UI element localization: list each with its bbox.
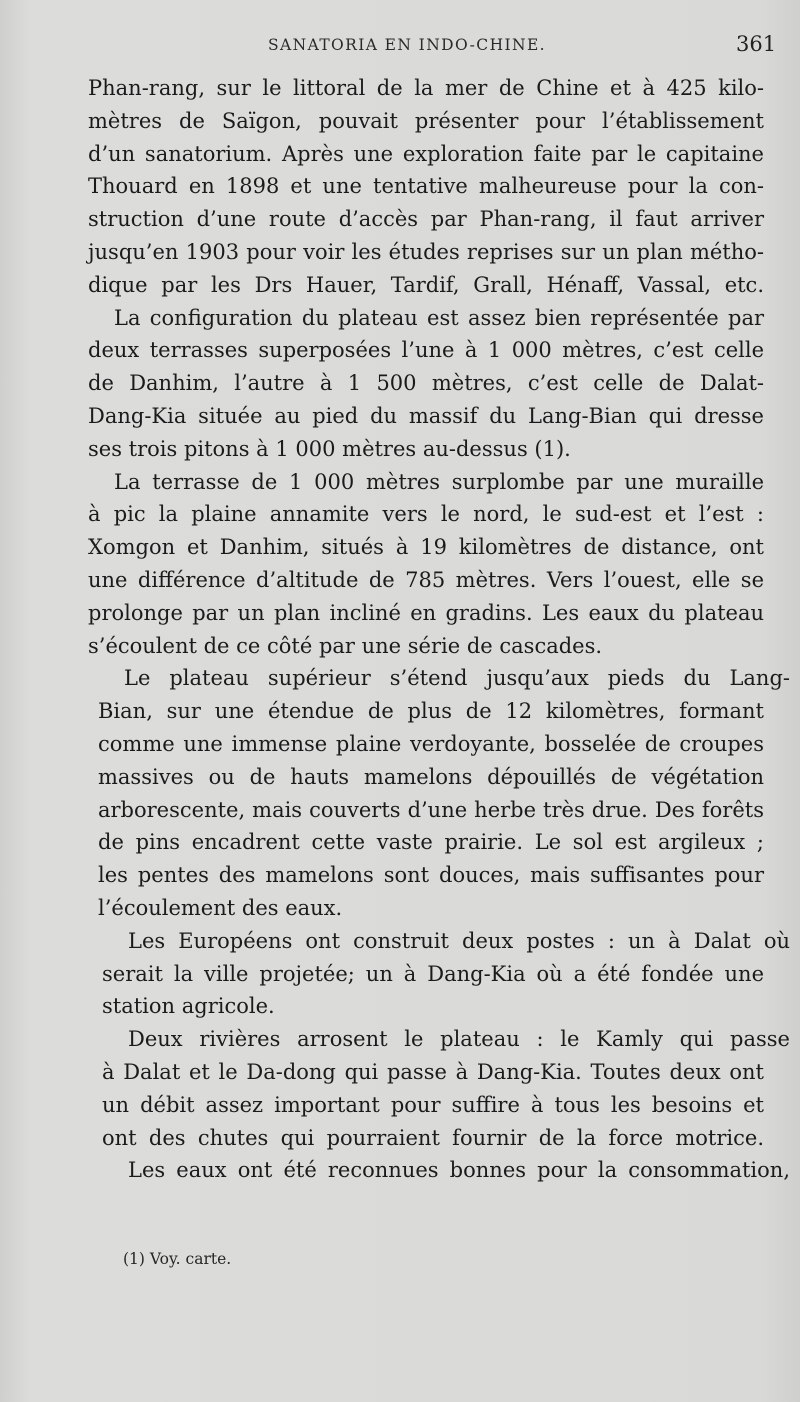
page-number: 361 [736,32,777,56]
text-line: massives ou de hauts mamelons dépouillés de végétation [98,764,764,789]
text-line: comme une immense plaine verdoyante, bosselée de croupes [98,731,764,756]
text-line: d’un sanatorium. Après une exploration faite par le capitaine [88,141,764,166]
text-line: arborescente, mais couverts d’une herbe très drue. Des forêts [98,797,764,822]
text-line: Phan-rang, sur le littoral de la mer de Chine et à 425 kilo- [88,76,764,100]
running-head: SANATORIA EN INDO-CHINE. [268,36,547,54]
text-line: Bian, sur une étendue de plus de 12 kilomètres, formant [98,699,764,724]
text-line: Thouard en 1898 et une tentative malheureuse pour la con- [88,174,764,199]
text-line: deux terrasses superposées l’une à 1 000 mètres, c’est celle [88,338,764,363]
text-line: ses trois pitons à 1 000 mètres au-dessus (1). [88,436,571,461]
text-line: ont des chutes qui pourraient fournir de la force motrice. [102,1125,764,1150]
text-line: jusqu’en 1903 pour voir les études reprises sur un plan métho- [88,239,764,264]
text-line: une différence d’altitude de 785 mètres. Vers l’ouest, elle se [88,567,764,592]
text-line: les pentes des mamelons sont douces, mais suffisantes pour [98,863,764,888]
text-line: dique par les Drs Hauer, Tardif, Grall, Hénaff, Vassal, etc. [88,272,764,297]
text-line: à Dalat et le Da-dong qui passe à Dang-Kia. Toutes deux ont [102,1059,764,1084]
footnote: (1) Voy. carte. [123,1250,232,1268]
text-line: Les eaux ont été reconnues bonnes pour la consommation, [128,1158,790,1183]
text-line: La configuration du plateau est assez bien représentée par [114,305,764,330]
body-text [88,72,790,1187]
text-line: Dang-Kia située au pied du massif du Lang-Bian qui dresse [88,403,764,428]
text-line: Les Européens ont construit deux postes : un à Dalat où [128,928,790,953]
text-line: prolonge par un plan incliné en gradins. Les eaux du plateau [88,600,764,625]
text-line: de pins encadrent cette vaste prairie. Le sol est argileux ; [98,830,764,855]
text-line: Xomgon et Danhim, situés à 19 kilomètres de distance, ont [88,535,764,560]
text-line: un débit assez important pour suffire à tous les besoins et [102,1092,764,1117]
text-line: serait la ville projetée; un à Dang-Kia où a été fondée une [102,961,764,986]
text-line: de Danhim, l’autre à 1 500 mètres, c’est celle de Dalat- [88,371,764,396]
text-line: Le plateau supérieur s’étend jusqu’aux pieds du Lang- [124,666,790,691]
text-line: struction d’une route d’accès par Phan-rang, il faut arriver [88,207,764,232]
page-header [0,30,800,60]
text-line: La terrasse de 1 000 mètres surplombe par une muraille [114,469,764,494]
text-line: à pic la plaine annamite vers le nord, le sud-est et l’est : [88,502,764,527]
text-line: l’écoulement des eaux. [98,895,343,920]
text-line: mètres de Saïgon, pouvait présenter pour l’établissement [88,108,764,133]
text-line: station agricole. [102,994,275,1019]
text-line: Deux rivières arrosent le plateau : le Kamly qui passe [128,1027,790,1052]
text-line: s’écoulent de ce côté par une série de cascades. [88,633,603,658]
